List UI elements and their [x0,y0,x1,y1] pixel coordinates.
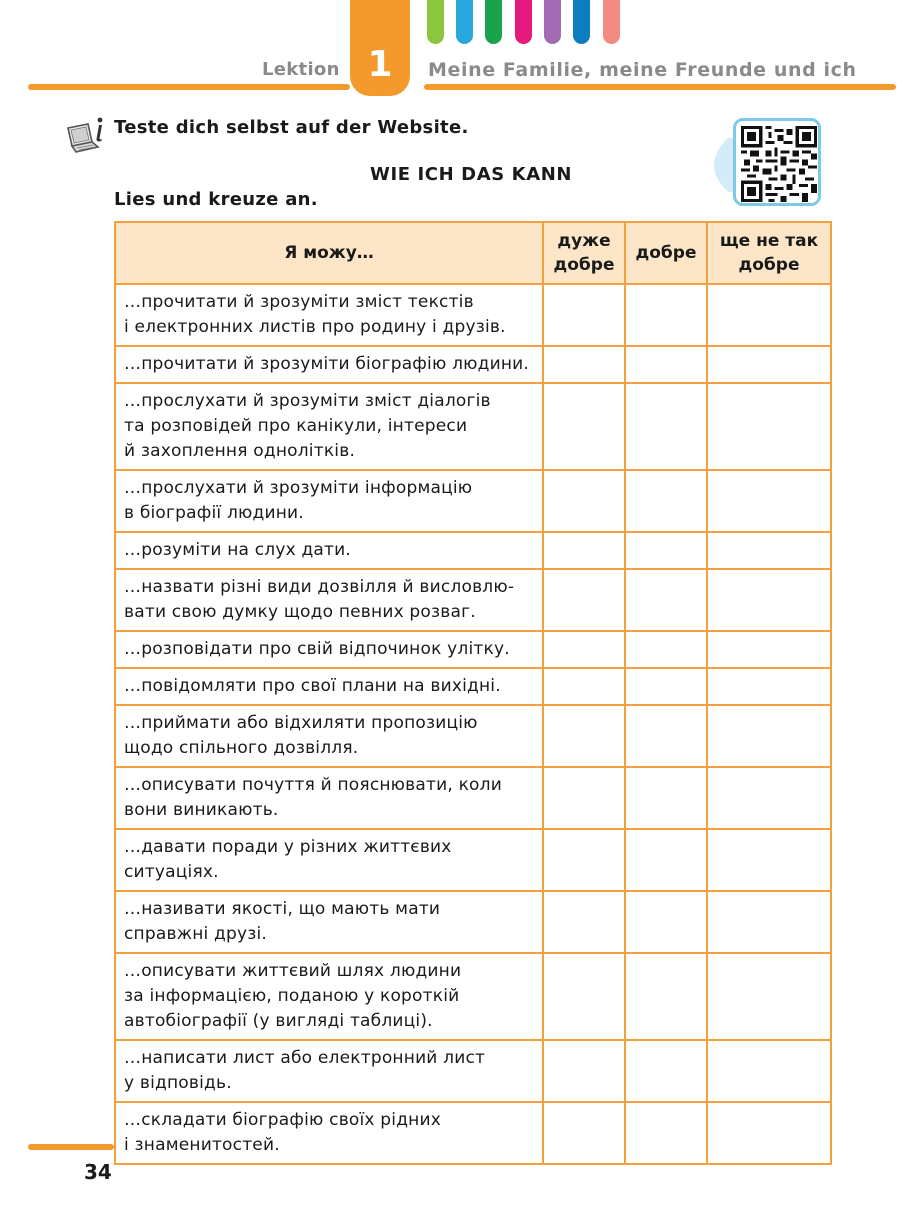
color-tabs [425,0,625,48]
table-row [115,705,831,767]
skill-line: щодо спільного дозвілля. [124,738,359,758]
table-row [115,1040,831,1102]
checkbox-cell-very-good[interactable] [543,532,625,569]
column-header-not-so-good: ще не так добре [707,222,831,284]
checkbox-cell-good[interactable] [625,1040,707,1102]
skill-line: і електронних листів про родину і друзів. [124,317,506,337]
checkbox-cell-very-good[interactable] [543,1040,625,1102]
checkbox-cell-not-so-good[interactable] [707,383,831,470]
lesson-title: Meine Familie, meine Freunde und ich [428,59,857,81]
skill-cell [115,569,543,631]
checkbox-cell-not-so-good[interactable] [707,470,831,532]
skill-line: й захоплення однолітків. [124,441,356,461]
checkbox-cell-good[interactable] [625,284,707,346]
skill-line: в біографії людини. [124,503,304,523]
qr-code[interactable] [733,118,821,206]
laptop-info-icon [64,116,106,156]
skill-line: і знаменитостей. [124,1135,280,1155]
website-instruction: Teste dich selbst auf der Website. [114,117,469,138]
skill-cell [115,705,543,767]
checkbox-cell-not-so-good[interactable] [707,569,831,631]
checkbox-cell-very-good[interactable] [543,668,625,705]
skill-line: …написати лист або електронний лист [124,1048,486,1068]
table-row [115,383,831,470]
checkbox-cell-good[interactable] [625,767,707,829]
table-row [115,569,831,631]
skill-line: …складати біографію своїх рідних [124,1110,441,1130]
skill-line: …приймати або відхиляти пропозицію [124,713,478,733]
table-row [115,767,831,829]
checkbox-cell-very-good[interactable] [543,569,625,631]
skill-line: …розповідати про свій відпочинок улітку. [124,639,510,659]
checkbox-cell-not-so-good[interactable] [707,346,831,383]
table-row [115,631,831,668]
color-tab [427,0,444,44]
checkbox-cell-very-good[interactable] [543,383,625,470]
skill-cell [115,1040,543,1102]
page-number: 34 [84,1160,112,1184]
table-row [115,346,831,383]
checkbox-cell-very-good[interactable] [543,829,625,891]
skill-cell [115,891,543,953]
checkbox-cell-good[interactable] [625,346,707,383]
checkbox-cell-not-so-good[interactable] [707,953,831,1040]
checkbox-cell-good[interactable] [625,891,707,953]
table-row [115,1102,831,1164]
skill-cell [115,953,543,1040]
checkbox-cell-good[interactable] [625,953,707,1040]
color-tab [544,0,561,44]
lektion-label: Lektion [262,59,340,80]
color-tab [573,0,590,44]
checkbox-cell-good[interactable] [625,668,707,705]
skill-line: …повідомляти про свої плани на вихідні. [124,676,501,696]
checkbox-cell-very-good[interactable] [543,705,625,767]
checkbox-cell-good[interactable] [625,829,707,891]
skill-cell [115,346,543,383]
checkbox-cell-not-so-good[interactable] [707,767,831,829]
checkbox-cell-very-good[interactable] [543,631,625,668]
header-rule-right [424,84,896,90]
skill-cell [115,668,543,705]
skill-line: …прочитати й зрозуміти зміст текстів [124,292,474,312]
skill-line: …прослухати й зрозуміти інформацію [124,478,473,498]
table-row [115,470,831,532]
table-body [115,284,831,1164]
checkbox-cell-very-good[interactable] [543,891,625,953]
table-row [115,668,831,705]
skill-line: вони виникають. [124,800,279,820]
skill-line: …прочитати й зрозуміти біографію людини. [124,354,530,374]
task-instruction: Lies und kreuze an. [114,189,318,210]
checkbox-cell-not-so-good[interactable] [707,705,831,767]
checkbox-cell-not-so-good[interactable] [707,631,831,668]
skill-cell [115,284,543,346]
checkbox-cell-very-good[interactable] [543,284,625,346]
skill-line: …назвати різні види дозвілля й висловлю- [124,577,515,597]
color-tab [456,0,473,44]
table-row [115,284,831,346]
skill-line: …прослухати й зрозуміти зміст діалогів [124,391,491,411]
checkbox-cell-very-good[interactable] [543,346,625,383]
checkbox-cell-very-good[interactable] [543,470,625,532]
skill-line: …описувати життєвий шлях людини [124,961,462,981]
skill-line: та розповідей про канікули, інтереси [124,416,468,436]
checkbox-cell-good[interactable] [625,631,707,668]
section-title: WIE ICH DAS KANN [370,164,573,185]
skill-line: …давати поради у різних життєвих ситуаціях. [124,837,452,882]
checkbox-cell-good[interactable] [625,470,707,532]
checkbox-cell-good[interactable] [625,532,707,569]
lesson-number-badge [350,0,410,96]
skill-line: …описувати почуття й пояснювати, коли [124,775,502,795]
lesson-number: 1 [367,44,393,85]
table-header-row [115,222,831,284]
checkbox-cell-not-so-good[interactable] [707,829,831,891]
checkbox-cell-good[interactable] [625,383,707,470]
skill-cell [115,767,543,829]
self-assessment-table [114,221,832,1165]
skill-line: вати свою думку щодо певних розваг. [124,602,476,622]
column-header-very-good: дуже добре [543,222,625,284]
table-row [115,829,831,891]
skill-line: автобіографії (у вигляді таблиці). [124,1011,433,1031]
qr-code-icon [741,126,817,202]
skill-line: у відповідь. [124,1073,232,1093]
skill-line: справжні друзі. [124,924,268,944]
checkbox-cell-very-good[interactable] [543,1102,625,1164]
column-header-skill: Я можу… [115,222,543,284]
checkbox-cell-not-so-good[interactable] [707,532,831,569]
skill-line: …називати якості, що мають мати [124,899,441,919]
checkbox-cell-good[interactable] [625,569,707,631]
color-tab [603,0,620,44]
skill-cell [115,383,543,470]
skill-cell [115,631,543,668]
checkbox-cell-not-so-good[interactable] [707,891,831,953]
checkbox-cell-not-so-good[interactable] [707,1102,831,1164]
checkbox-cell-very-good[interactable] [543,953,625,1040]
checkbox-cell-very-good[interactable] [543,767,625,829]
skill-line: за інформацією, поданою у короткій [124,986,460,1006]
checkbox-cell-good[interactable] [625,1102,707,1164]
skill-cell [115,470,543,532]
skill-line: …розуміти на слух дати. [124,540,351,560]
footer-rule [28,1144,114,1150]
color-tab [515,0,532,44]
skill-cell [115,532,543,569]
checkbox-cell-not-so-good[interactable] [707,284,831,346]
table-row [115,891,831,953]
checkbox-cell-not-so-good[interactable] [707,1040,831,1102]
table-row [115,953,831,1040]
column-header-good: добре [625,222,707,284]
checkbox-cell-not-so-good[interactable] [707,668,831,705]
table-row [115,532,831,569]
skill-cell [115,1102,543,1164]
header-rule-left [28,84,350,90]
skill-cell [115,829,543,891]
color-tab [485,0,502,44]
checkbox-cell-good[interactable] [625,705,707,767]
